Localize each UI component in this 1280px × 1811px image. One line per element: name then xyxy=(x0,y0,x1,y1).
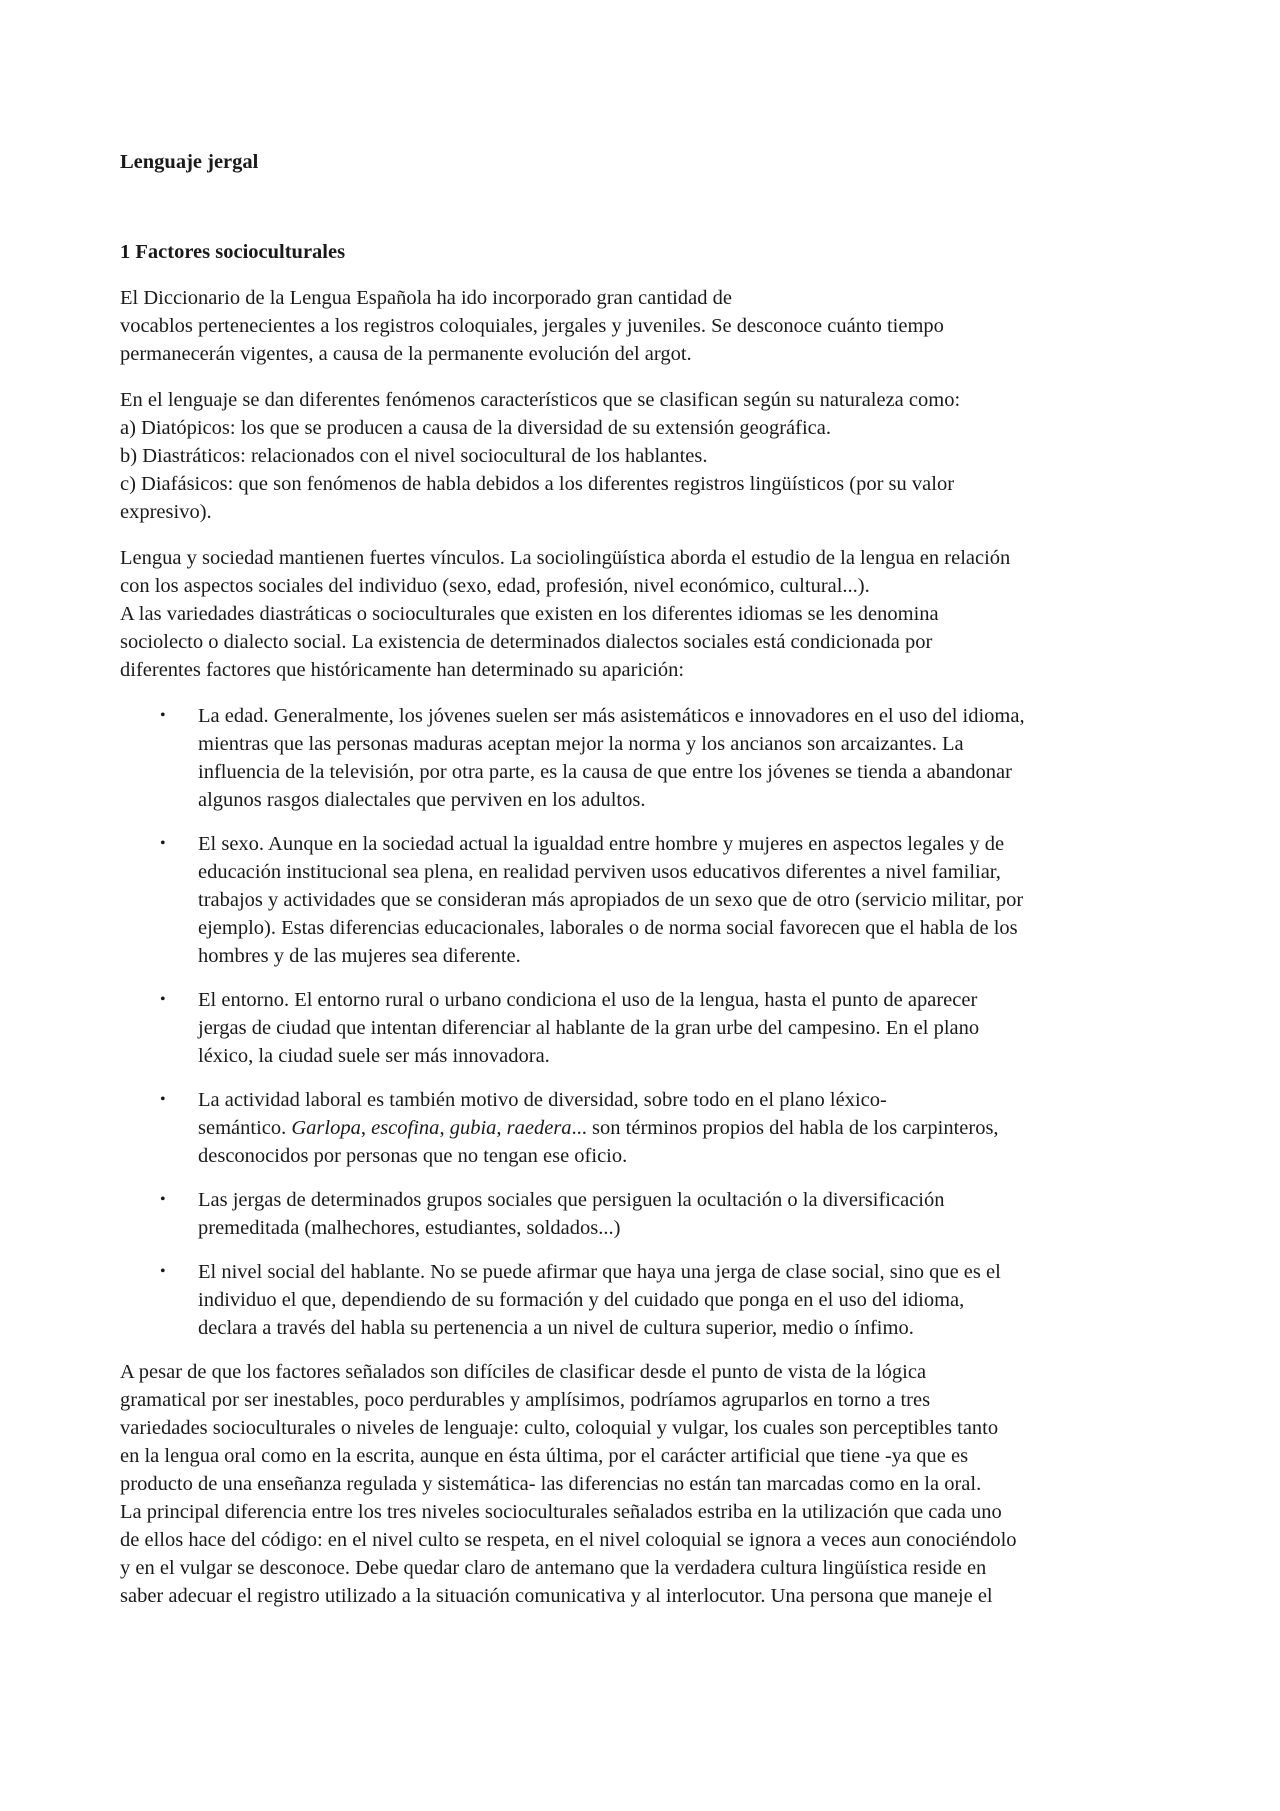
text-line: en la lengua oral como en la escrita, aunque en ésta última, por el carácter artificial que tiene -ya que es xyxy=(120,1445,969,1467)
text-line: léxico, la ciudad suele ser más innovadora. xyxy=(198,1045,550,1067)
text-line: diferentes factores que históricamente han determinado su aparición: xyxy=(120,659,685,681)
text-line: En el lenguaje se dan diferentes fenómenos característicos que se clasifican según su naturaleza como: xyxy=(120,389,961,411)
paragraph-sociolinguistics xyxy=(120,544,1170,684)
term-raedera: raedera xyxy=(506,1117,572,1139)
text-line: saber adecuar el registro utilizado a la situación comunicativa y al interlocutor. Una persona que maneje el xyxy=(120,1585,993,1607)
bullet-icon: • xyxy=(160,991,166,1008)
term-garlopa: Garlopa xyxy=(291,1117,361,1139)
bullet-icon: • xyxy=(160,1091,166,1108)
text-line: ejemplo). Estas diferencias educacionales, laborales o de norma social favorecen que el habla de los xyxy=(198,917,1018,939)
bullet-icon: • xyxy=(160,707,166,724)
text-segment: , xyxy=(360,1117,372,1139)
list-item-age xyxy=(120,702,1170,814)
text-line: declara a través del habla su pertenencia a un nivel de cultura superior, medio o ínfimo. xyxy=(198,1317,914,1339)
list-item-work xyxy=(120,1086,1170,1170)
text-line: variedades socioculturales o niveles de lenguaje: culto, coloquial y vulgar, los cuales son perceptibles tanto xyxy=(120,1417,999,1439)
text-line: expresivo). xyxy=(120,501,212,523)
text-segment: , xyxy=(496,1117,507,1139)
text-line: y en el vulgar se desconoce. Debe quedar claro de antemano que la verdadera cultura lingüística reside en xyxy=(120,1557,987,1579)
list-item-groups xyxy=(120,1186,1170,1242)
text-line: gramatical por ser inestables, poco perdurables y amplísimos, podríamos agruparlos en torno a tres xyxy=(120,1389,931,1411)
text-line: con los aspectos sociales del individuo (sexo, edad, profesión, nivel económico, cultural...). xyxy=(120,575,870,597)
text-segment: ... son términos propios del habla de los carpinteros, xyxy=(571,1117,999,1139)
term-escofina: escofina xyxy=(371,1117,440,1139)
text-line: algunos rasgos dialectales que perviven en los adultos. xyxy=(198,789,646,811)
paragraph-levels xyxy=(120,1358,1170,1610)
text-line: c) Diafásicos: que son fenómenos de habla debidos a los diferentes registros lingüísticos (por su valor xyxy=(120,473,955,495)
text-line: producto de una enseñanza regulada y sistemática- las diferencias no están tan marcadas como en la oral. xyxy=(120,1473,982,1495)
text-line: a) Diatópicos: los que se producen a causa de la diversidad de su extensión geográfica. xyxy=(120,417,831,439)
text-line: b) Diastráticos: relacionados con el nivel sociocultural de los hablantes. xyxy=(120,445,708,467)
text-line: influencia de la televisión, por otra parte, es la causa de que entre los jóvenes se tienda a abandonar xyxy=(198,761,1012,783)
text-line: hombres y de las mujeres sea diferente. xyxy=(198,945,521,967)
text-line: La edad. Generalmente, los jóvenes suelen ser más asistemáticos e innovadores en el uso del idioma, xyxy=(198,705,1025,727)
text-line: trabajos y actividades que se consideran más apropiados de un sexo que de otro (servicio militar, por xyxy=(198,889,1024,911)
list-item-environment xyxy=(120,986,1170,1070)
text-line: de ellos hace del código: en el nivel culto se respeta, en el nivel coloquial se ignora a veces aun conociéndolo xyxy=(120,1529,1017,1551)
text-line: mientras que las personas maduras aceptan mejor la norma y los ancianos son arcaizantes. La xyxy=(198,733,964,755)
paragraph-intro xyxy=(120,284,1170,368)
text-line: jergas de ciudad que intentan diferenciar al hablante de la gran urbe del campesino. En el plano xyxy=(198,1017,980,1039)
text-segment: , xyxy=(439,1117,450,1139)
bullet-icon: • xyxy=(160,1263,166,1280)
section-heading: 1 Factores socioculturales xyxy=(120,241,346,263)
factors-list xyxy=(120,702,1170,1342)
text-line: permanecerán vigentes, a causa de la permanente evolución del argot. xyxy=(120,343,692,365)
bullet-icon: • xyxy=(160,835,166,852)
document-page xyxy=(120,148,1170,1610)
text-line xyxy=(198,1114,1170,1142)
text-line: individuo el que, dependiendo de su formación y del cuidado que ponga en el uso del idioma, xyxy=(198,1289,965,1311)
text-line: La actividad laboral es también motivo de diversidad, sobre todo en el plano léxico- xyxy=(198,1089,887,1111)
bullet-icon: • xyxy=(160,1191,166,1208)
text-line: vocablos pertenecientes a los registros coloquiales, jergales y juveniles. Se desconoce cuánto tiempo xyxy=(120,315,944,337)
text-line: Lengua y sociedad mantienen fuertes vínculos. La sociolingüística aborda el estudio de la lengua en relación xyxy=(120,547,1011,569)
text-line: premeditada (malhechores, estudiantes, soldados...) xyxy=(198,1217,621,1239)
text-line: El Diccionario de la Lengua Española ha ido incorporado gran cantidad de xyxy=(120,287,732,309)
document-title: Lenguaje jergal xyxy=(120,151,259,173)
text-line: desconocidos por personas que no tengan ese oficio. xyxy=(198,1145,628,1167)
text-line: A las variedades diastráticas o socioculturales que existen en los diferentes idiomas se les denomina xyxy=(120,603,939,625)
text-line: sociolecto o dialecto social. La existencia de determinados dialectos sociales está condicionada por xyxy=(120,631,933,653)
text-segment: semántico. xyxy=(198,1117,292,1139)
text-line: El nivel social del hablante. No se puede afirmar que haya una jerga de clase social, sino que es el xyxy=(198,1261,1001,1283)
text-line: El sexo. Aunque en la sociedad actual la igualdad entre hombre y mujeres en aspectos legales y de xyxy=(198,833,1005,855)
text-line: La principal diferencia entre los tres niveles socioculturales señalados estriba en la utilización que cada uno xyxy=(120,1501,1002,1523)
paragraph-phenomena xyxy=(120,386,1170,526)
list-item-sex xyxy=(120,830,1170,970)
text-line: El entorno. El entorno rural o urbano condiciona el uso de la lengua, hasta el punto de aparecer xyxy=(198,989,978,1011)
text-line: Las jergas de determinados grupos sociales que persiguen la ocultación o la diversificación xyxy=(198,1189,945,1211)
term-gubia: gubia xyxy=(449,1117,497,1139)
list-item-social-level xyxy=(120,1258,1170,1342)
text-line: educación institucional sea plena, en realidad perviven usos educativos diferentes a nivel familiar, xyxy=(198,861,1001,883)
text-line: A pesar de que los factores señalados son difíciles de clasificar desde el punto de vista de la lógica xyxy=(120,1361,927,1383)
